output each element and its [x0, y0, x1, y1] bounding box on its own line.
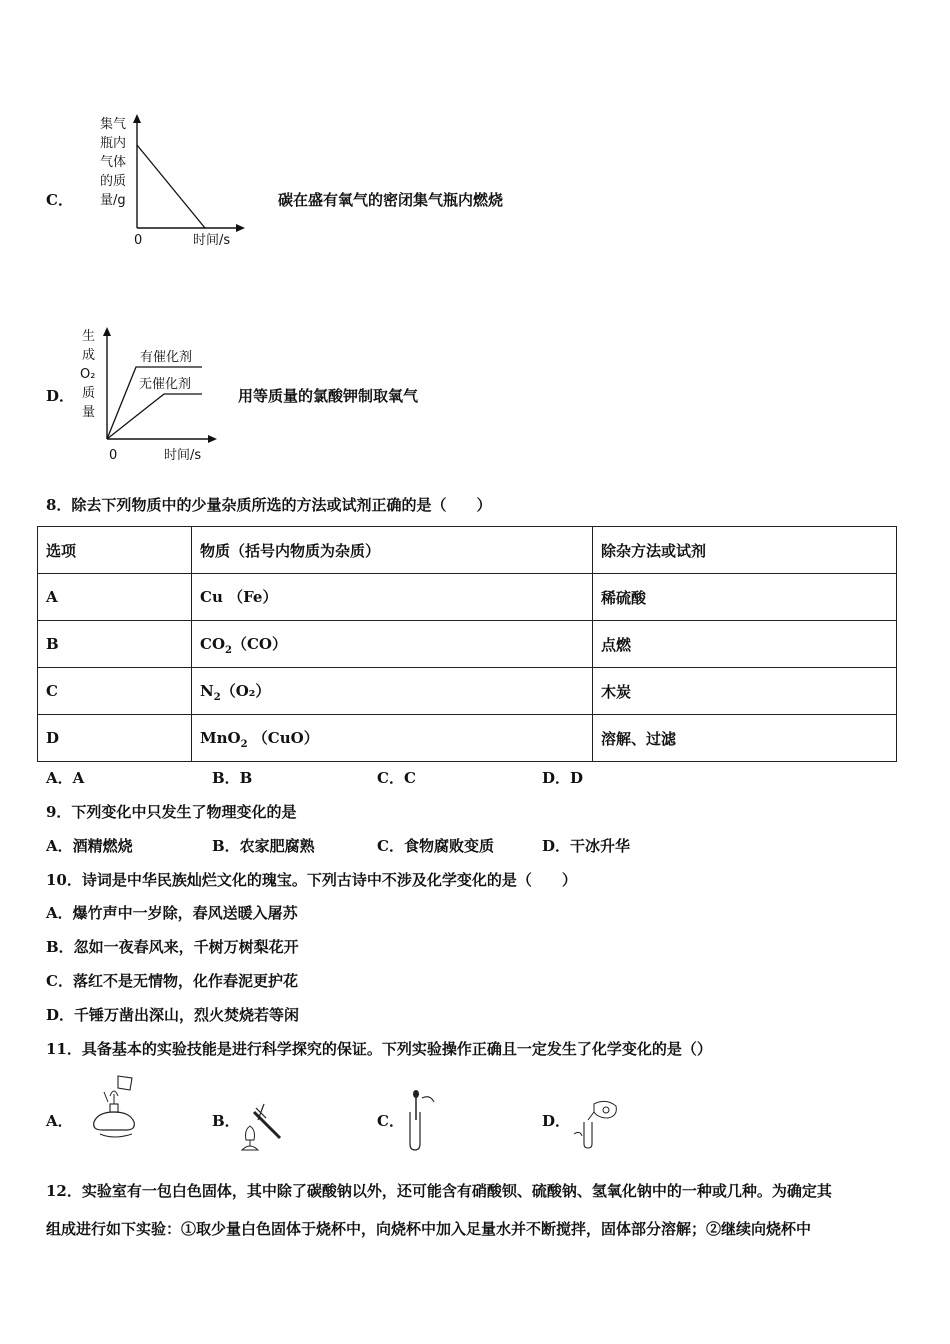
graph-d-ylabel-2: 成	[82, 348, 96, 363]
row-a-method: 稀硫酸	[593, 574, 897, 621]
row-c-sub: 2	[213, 691, 221, 703]
reagent-pouring-icon	[570, 1096, 624, 1152]
graph-c-x-arrow	[236, 224, 245, 232]
row-d-method: 溶解、过滤	[593, 715, 897, 762]
row-a-substance	[192, 574, 593, 621]
graph-c-ylabel-3: 气体	[100, 155, 127, 170]
q12-line-1: 12．实验室有一包白色固体，其中除了碳酸钠以外，还可能含有硝酸钡、硫酸钠、氢氧化钠中的一种或几种。为确定其	[46, 1182, 832, 1200]
row-c-method: 木炭	[593, 668, 897, 715]
q10-option-c: C．落红不是无情物，化作春泥更护花	[46, 972, 298, 990]
option-d-label: D．	[46, 387, 75, 405]
option-c-desc: 碳在盛有氧气的密闭集气瓶内燃烧	[278, 191, 504, 209]
graph-d-label-nocatalyst: 无催化剂	[139, 377, 192, 392]
row-b-method: 点燃	[593, 621, 897, 668]
graph-d-ylabel-3: O₂	[80, 367, 96, 382]
row-c-impurity: （O₂）	[220, 681, 271, 700]
alcohol-lamp-lighting-icon	[88, 1072, 144, 1144]
q10-option-a: A．爆竹声中一岁除，春风送暖入屠苏	[46, 904, 298, 922]
row-c-substance	[192, 668, 593, 715]
q12-line-2: 组成进行如下实验：①取少量白色固体于烧杯中，向烧杯中加入足量水并不断搅拌，固体部分溶解；②继续向烧杯中	[46, 1220, 812, 1238]
q10-option-d: D．千锤万凿出深山，烈火焚烧若等闲	[46, 1006, 300, 1024]
graph-c-ylabel-2: 瓶内	[100, 136, 127, 151]
graph-d-x-arrow	[208, 435, 217, 443]
graph-c-ylabel-5: 量/g	[100, 193, 126, 208]
graph-d-ylabel-1: 生	[82, 329, 96, 344]
table-row	[38, 621, 897, 668]
row-d-substance	[192, 715, 593, 762]
row-d-option: D	[38, 715, 192, 762]
q11-option-b: B．	[212, 1112, 240, 1130]
header-method: 除杂方法或试剂	[593, 527, 897, 574]
test-tube-heating-icon	[236, 1100, 286, 1156]
table-row	[38, 574, 897, 621]
q8-table	[37, 526, 897, 762]
row-b-substance	[192, 621, 593, 668]
q8-option-c: C．C	[377, 769, 416, 787]
graph-c-xlabel: 时间/s	[193, 233, 231, 248]
graph-d-ylabel-4: 质	[82, 386, 96, 401]
graph-d-origin: 0	[109, 448, 118, 463]
q8-stem: 8．除去下列物质中的少量杂质所选的方法或试剂正确的是（ ）	[46, 496, 492, 514]
table-row	[38, 668, 897, 715]
q8-option-a: A．A	[46, 769, 85, 787]
option-c-label: C．	[46, 191, 73, 209]
graph-d	[76, 322, 226, 467]
row-b-main: CO	[200, 634, 226, 653]
graph-c-origin: 0	[134, 233, 143, 248]
q10-option-b: B．忽如一夜春风来，千树万树梨花开	[46, 938, 299, 956]
option-d-desc: 用等质量的氯酸钾制取氧气	[238, 387, 419, 405]
q11-option-c: C．	[377, 1112, 404, 1130]
header-option: 选项	[38, 527, 192, 574]
row-a-main: Cu	[200, 587, 223, 606]
header-substance: 物质（括号内物质为杂质）	[192, 527, 593, 574]
graph-d-xlabel: 时间/s	[164, 448, 202, 463]
graph-d-label-catalyst: 有催化剂	[140, 350, 193, 365]
q9-option-a: A．酒精燃烧	[46, 837, 133, 855]
table-header-row	[38, 527, 897, 574]
graph-c-ylabel-4: 的质	[100, 174, 127, 189]
row-d-impurity: （CuO）	[252, 728, 319, 747]
q11-option-a: A．	[46, 1112, 73, 1130]
q9-option-b: B．农家肥腐熟	[212, 837, 315, 855]
row-a-option: A	[38, 574, 192, 621]
q9-option-c: C．食物腐败变质	[377, 837, 494, 855]
table-row	[38, 715, 897, 762]
graph-c-ylabel-1: 集气	[100, 117, 127, 132]
row-b-option: B	[38, 621, 192, 668]
row-d-main: MnO	[200, 728, 241, 747]
row-d-sub: 2	[240, 738, 248, 750]
graph-c-line	[137, 145, 205, 228]
row-b-sub: 2	[225, 644, 232, 656]
graph-d-line-nocatalyst	[107, 394, 202, 439]
row-a-impurity: （Fe）	[228, 587, 278, 606]
q11-option-d: D．	[542, 1112, 571, 1130]
graph-d-y-arrow	[103, 327, 111, 336]
row-b-impurity: （CO）	[231, 634, 287, 653]
row-c-main: N	[200, 681, 214, 700]
graph-c	[95, 110, 255, 250]
q9-stem: 9．下列变化中只发生了物理变化的是	[46, 803, 297, 821]
q10-stem: 10．诗词是中华民族灿烂文化的瑰宝。下列古诗中不涉及化学变化的是（ ）	[46, 871, 577, 889]
graph-c-y-arrow	[133, 114, 141, 123]
q8-option-b: B．B	[212, 769, 253, 787]
q8-option-d: D．D	[542, 769, 584, 787]
row-c-option: C	[38, 668, 192, 715]
graph-d-ylabel-5: 量	[82, 405, 96, 420]
q9-option-d: D．干冰升华	[542, 837, 631, 855]
q11-stem: 11．具备基本的实验技能是进行科学探究的保证。下列实验操作正确且一定发生了化学变化的是（）	[46, 1040, 712, 1058]
test-tube-dropper-icon	[402, 1090, 438, 1152]
